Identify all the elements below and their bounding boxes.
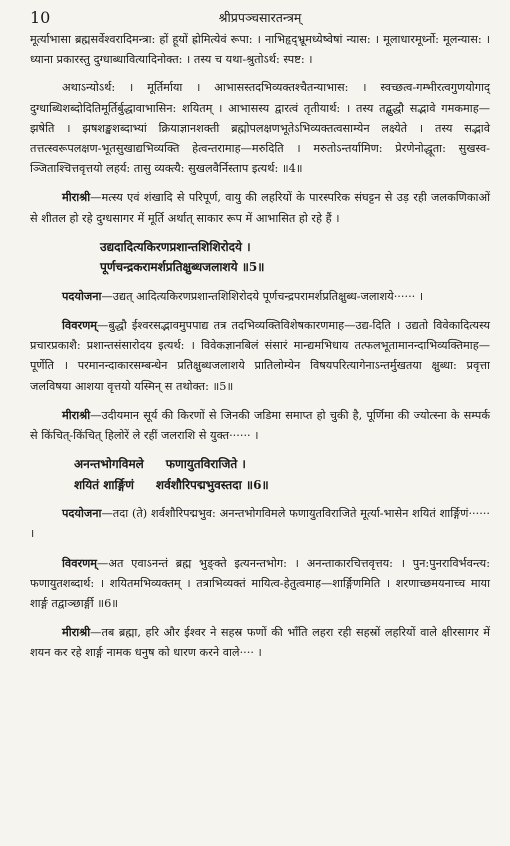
paragraph-text: —उदीयमान सूर्य की किरणों से जिनकी जडिमा समाप्त हो चुकी है, पूर्णिमा की ज्योत्स्ना के सम्पर्क से किंचित्-किंचित् हिलोरें ले रहीं जलराशि से युक्त······ । — [30, 408, 490, 443]
verse-half: शयितं शार्ङ्गिणं — [74, 477, 134, 492]
text-paragraph — [30, 78, 490, 179]
section-label: मीराश्री — [62, 407, 91, 422]
section-label: विवरणम् — [62, 318, 98, 333]
section-label: पदयोजना — [62, 288, 102, 303]
verse-line — [30, 454, 490, 475]
verse-half: शर्वशौरिपद्मभुवस्तदा ॥6॥ — [155, 477, 269, 492]
verse-half: अनन्तभोगविमले — [74, 457, 144, 472]
section-label: विवरणम् — [62, 555, 98, 570]
section-label: मीराश्री — [62, 625, 91, 640]
commentary-paragraph — [30, 553, 490, 615]
section-label: मीराश्री — [62, 190, 91, 205]
page-header — [30, 8, 490, 30]
page-body — [30, 30, 490, 664]
verse-half: फणायुतविराजिते । — [165, 457, 246, 472]
verse-line: पूर्णचन्द्रकरामर्शप्रतिक्षुब्धजलाशये ॥5॥ — [100, 260, 265, 275]
page-number: 10 — [30, 8, 51, 27]
commentary-paragraph — [30, 187, 490, 228]
paragraph-text: —बुद्धौ ईश्वरसद्भावमुपपाद्य तत्र तदभिव्यक्तिविशेषकारणमाह—उद्य-दिति । उद्यतो विवेकादित्यस्य प्रचारप्रकाशै: प्रशान्तसंसारोदय इत्यर्थ: । विवेकज्ञानबिलं संसारं मान्द्यमभिधाय तत्फलभूतामानन्दाभिव्यक्तिमाह—पूर्णेति । परमानन्दाकारसम्बन्धेन प्रतिक्षुब्धजलाशये प्रातिलोम्येन विषयपरित्यागेनाऽन्तर्मुखतया क्षुब्धा: प्रवृत्ता जलविषया आशया वृत्तयो यस्मिन् स तथोक्त: ॥5॥ — [30, 319, 490, 393]
document-page — [30, 8, 490, 664]
commentary-paragraph — [30, 315, 490, 397]
verse-line — [30, 475, 490, 496]
commentary-paragraph — [30, 622, 490, 663]
commentary-paragraph — [30, 503, 490, 544]
commentary-paragraph — [30, 286, 490, 307]
paragraph-text: —मत्स्य एवं शंखादि से परिपूर्ण, वायु की लहरियों के पारस्परिक संघट्टन से उड़ रही जलकणिकाओं से शीतल हो रहे दुग्धसागर में मूर्ति अर्थात् साकार रूप में आभासित हो रहे हैं । — [30, 191, 490, 225]
running-title: श्रीप्रपञ्चसारतन्त्रम् — [218, 10, 302, 25]
text-paragraph — [30, 30, 490, 70]
paragraph-text: अथाऽन्योऽर्थ: । मूर्तिर्माया । आभासस्तदभिव्यक्तश्चैतन्याभास: । स्वच्छत्व-गम्भीरत्वगुणयोगाद् दुग्धाब्धिशब्दोदितिमूर्तिर्बुद्धावाभासिन: शयितम् । आभासस्य द्वारत्वं तृतीयार्थ: । तस्य तद्बुद्धौ सद्भावे गमकमाह—झषेति । झषशङ्खशब्दाभ्यां क्रियाज्ञानशक्ती ब्रह्मोपलक्षणभूतेऽभिव्यक्तत्वसाम्येन लक्ष्येते । तस्य सद्भावे तत्तत्स्वरूपलक्षण-भूतसुखाद्यभिव्यक्ति हेत्वन्तरामाह—मरुदिति । मरुतोऽन्तर्यामिण: प्रेरणेनोद्धूता: सुखस्व-ञ्जिताश्चित्तवृत्तयो लहर्य: तासु व्यक्त्यै: सुखलवैर्निस्ताप इत्यर्थ: ॥4॥ — [30, 81, 490, 176]
paragraph-text: —अत एवाऽनन्तं ब्रह्म भुङ्क्ते इत्यनन्तभोग: । अनन्ताकारचित्तवृत्तय: । पुन:पुनराविर्भवन्त्य: फणायुतशब्दार्थ: । शयितमभिव्यक्तम् । तत्राभिव्यक्तं मायित्व-हेतुत्वमाह—शार्ङ्गिणमिति । शरणाच्छमयनाच्च माया शार्ङ्ग तद्वाञ्छार्ङ्गी ॥6॥ — [30, 556, 490, 611]
paragraph-text: —तदा (ते) शर्वशौरिपद्मभुव: अनन्तभोगविमले फणायुतविराजिते मूर्त्या-भासेन शयितं शार्ङ्गिणं······ । — [30, 507, 490, 541]
paragraph-text: —तब ब्रह्मा, हरि और ईश्वर ने सहस्र फणों की भाँति लहरा रही सहस्रों लहरियों वाले क्षीरसागर में शयन कर रहे शार्ङ्ग नामक धनुष को धारण करने वाले···· । — [30, 626, 490, 660]
section-label: पदयोजना — [62, 506, 102, 521]
paragraph-text: मूर्त्याभासा ब्रह्मसर्वेश्वरादिमन्त्रा: हों हूयों ह्रोमित्येवं रूपा: । नाभिहृद्भ्रूमध्येष्वेषां न्यास: । मूलाधारमूर्ध्नो: मूलन्यास: । ध्याना प्रकारस्तु दुग्धाब्धावित्यादिनोक्त: । तस्य च यथा-श्रुतोऽर्थ: स्पष्ट: । — [30, 33, 490, 67]
commentary-paragraph — [30, 405, 490, 446]
verse-line: उद्यदादित्यकिरणप्रशान्तशिशिरोदये । — [100, 239, 251, 254]
paragraph-text: —उद्यत् आदित्यकिरणप्रशान्तशिशिरोदये पूर्णचन्द्रपरामर्शप्रतिक्षुब्ध-जलाशये······ । — [101, 289, 424, 303]
